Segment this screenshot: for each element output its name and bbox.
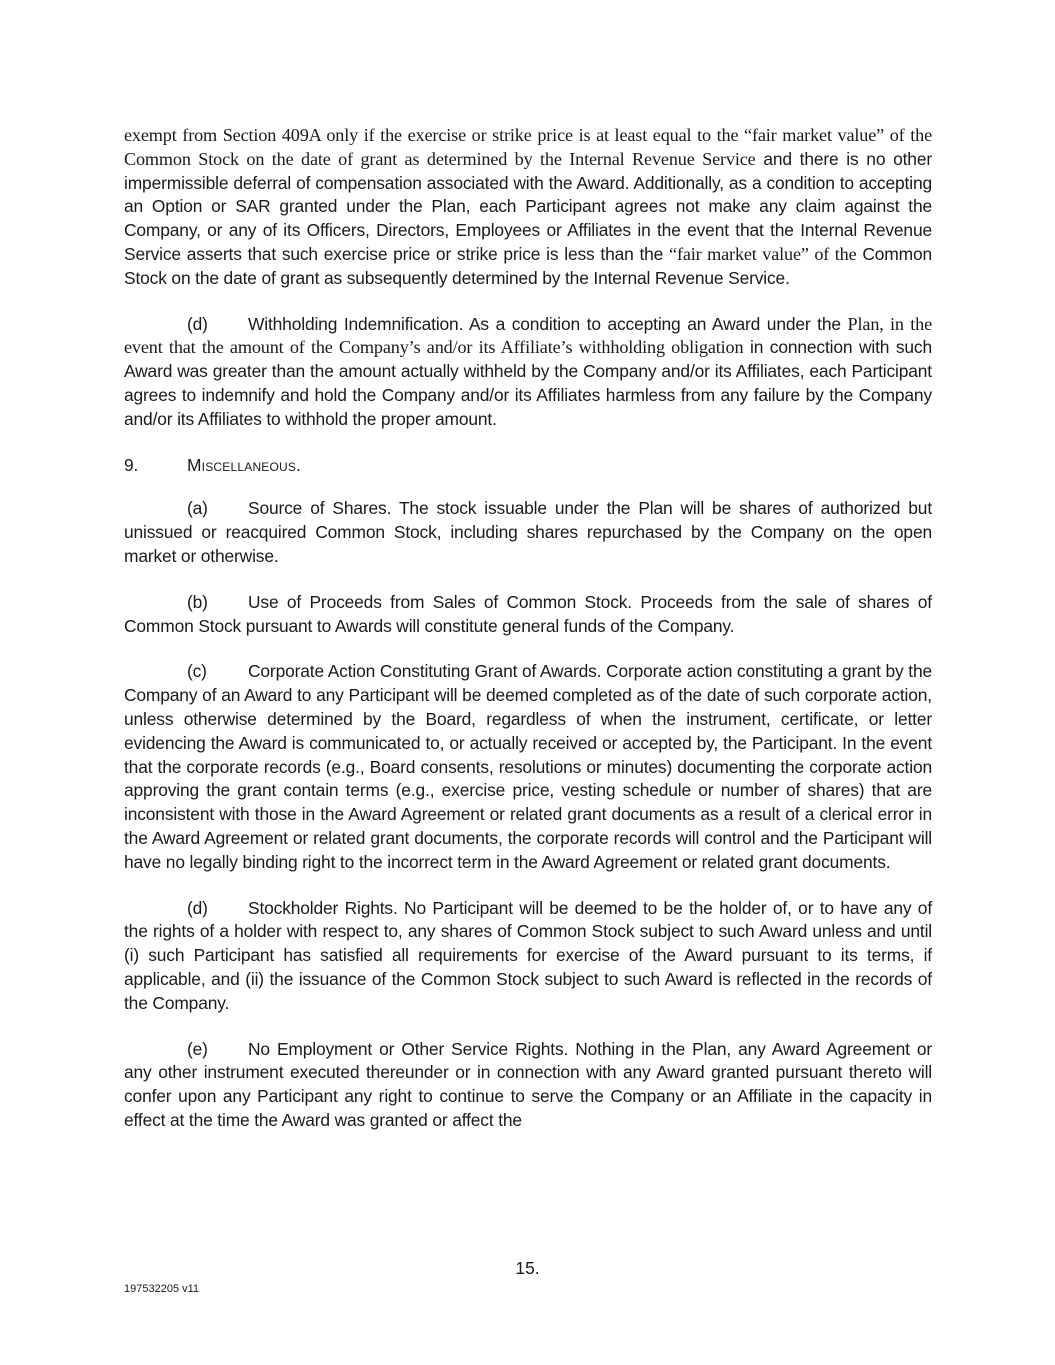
document-body — [124, 124, 932, 1155]
paragraph-title: Withholding Indemnification. — [248, 313, 464, 334]
section-title: Miscellaneous. — [187, 454, 302, 475]
paragraph-label: (c) — [187, 661, 207, 682]
paragraph-label: (b) — [187, 591, 208, 612]
paragraph-title: Stockholder Rights. — [248, 897, 398, 918]
serif-text: “fair market value” of the — [669, 243, 857, 264]
paragraph-fair-market-value-continuation — [124, 124, 932, 291]
paragraph-withholding-indemnification — [124, 313, 932, 432]
section-heading-miscellaneous — [124, 454, 932, 478]
body-text: and there is no other impermissible deferral of compensation associated with the Award. Additionally, as a condition to accepting an Option or SAR granted under the Plan, each Participant agrees not make any claim against the Company, or any of its Officers, Directors, Employees or Affiliates in the event that the Internal Revenue Service asserts that such exercise price or strike price is less than the — [124, 148, 932, 264]
paragraph-no-employment-rights — [124, 1038, 932, 1133]
body-text: in connection with such Award was greater than the amount actually withheld by the Company and/or its Affiliates, each Participant agrees to indemnify and hold the Company and/or its Affiliates harmless from any failure by the Company and/or its Affiliates to withhold the proper amount. — [124, 337, 932, 429]
serif-text: exempt from Section 409A only if the exercise or strike price is at least equal to the “fair market value” of the Common Stock on the date of grant as determined by the Internal Revenue Service — [124, 125, 932, 169]
paragraph-use-of-proceeds — [124, 591, 932, 639]
page-number: 15. — [515, 1258, 540, 1278]
paragraph-label: (e) — [187, 1038, 208, 1059]
paragraph-title: Source of Shares. — [248, 498, 392, 519]
section-number: 9. — [124, 454, 139, 475]
paragraph-stockholder-rights — [124, 897, 932, 1016]
serif-text: Plan, in the event that the amount of the Company’s and/or its Affiliate’s withholding obligation — [124, 313, 933, 358]
paragraph-label: (d) — [187, 313, 208, 334]
body-text: Common Stock on the date of grant as subsequently determined by the Internal Revenue Service. — [124, 243, 932, 288]
paragraph-label: (a) — [187, 498, 208, 519]
paragraph-corporate-action — [124, 660, 932, 874]
body-text: No Participant will be deemed to be the holder of, or to have any of the rights of a holder with respect to, any shares of Common Stock subject to such Award unless and until (i) such Participant has satisfied all requirements for exercise of the Award pursuant to its terms, if applicable, and (ii) the issuance of the Common Stock subject to such Award is reflected in the records of the Company. — [124, 897, 932, 1013]
body-text: The stock issuable under the Plan will be shares of authorized but unissued or reacquired Common Stock, including shares repurchased by the Company on the open market or otherwise. — [124, 498, 932, 566]
paragraph-source-of-shares — [124, 497, 932, 568]
paragraph-title: Use of Proceeds from Sales of Common Stock. — [248, 591, 632, 612]
document-id: 197532205 v11 — [124, 1283, 200, 1295]
body-text: Nothing in the Plan, any Award Agreement or any other instrument executed thereunder or in connection with any Award granted pursuant thereto will confer upon any Participant any right to continue to serve the Company or an Affiliate in the capacity in effect at the time the Award was granted or affect the — [124, 1038, 932, 1130]
body-text: As a condition to accepting an Award under the — [463, 313, 848, 334]
paragraph-label: (d) — [187, 897, 208, 918]
body-text: Corporate action constituting a grant by the Company of an Award to any Participant will be deemed completed as of the date of such corporate action, unless otherwise determined by the Board, regardless of when the instrument, certificate, or letter evidencing the Award is communicated to, or actually received or accepted by, the Participant. In the event that the corporate records (e.g., Board consents, resolutions or minutes) documenting the corporate action approving the grant contain terms (e.g., exercise price, vesting schedule or number of shares) that are inconsistent with those in the Award Agreement or related grant documents as a result of a clerical error in the Award Agreement or related grant documents, the corporate records will control and the Participant will have no legally binding right to the incorrect term in the Award Agreement or related grant documents. — [124, 661, 933, 872]
paragraph-title: No Employment or Other Service Rights. — [248, 1038, 569, 1059]
body-text: Proceeds from the sale of shares of Common Stock pursuant to Awards will constitute general funds of the Company. — [124, 591, 932, 636]
paragraph-title: Corporate Action Constituting Grant of Awards. — [248, 661, 602, 682]
